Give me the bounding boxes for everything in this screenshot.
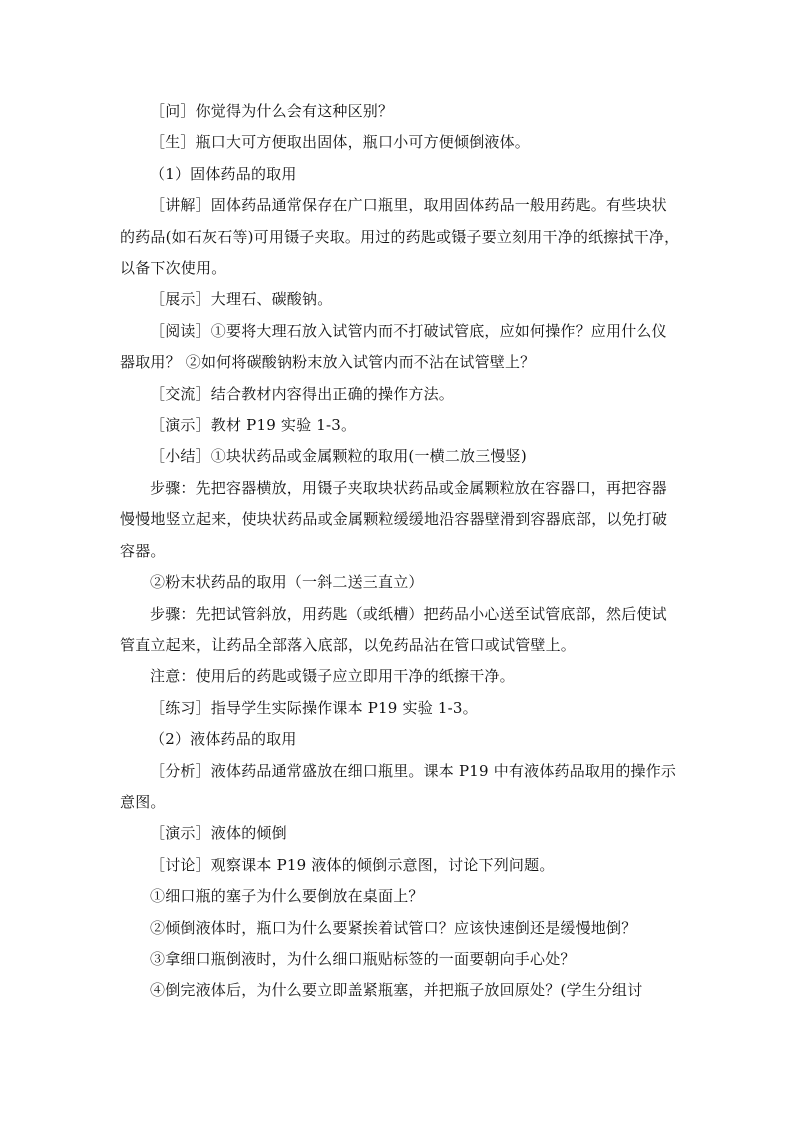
question-item-3: ③拿细口瓶倒液时，为什么细口瓶贴标签的一面要朝向手心处？	[150, 949, 576, 968]
paragraph-steps-powder: 步骤：先把试管斜放，用药匙（或纸槽）把药品小心送至试管底部，然后使试管直立起来，让药品全部落入底部，以免药品沾在管口或试管壁上。	[120, 604, 667, 654]
paragraph-question: ［问］你觉得为什么会有这种区别？	[150, 102, 394, 120]
paragraph-demonstration: ［演示］教材 P19 实验 1-3。	[150, 416, 357, 435]
heading-powder-reagents: ②粉末状药品的取用（一斜二送三直立）	[150, 573, 424, 592]
paragraph-student-answer: ［生］瓶口大可方便取出固体，瓶口小可方便倾倒液体。	[150, 133, 531, 152]
document-body	[120, 96, 680, 1007]
heading-liquid-reagents: （2）液体药品的取用	[150, 730, 297, 749]
paragraph-display: ［展示］大理石、碳酸钠。	[150, 290, 333, 309]
paragraph-demo-pouring: ［演示］液体的倾倒	[150, 824, 287, 843]
paragraph-explanation: ［讲解］固体药品通常保存在广口瓶里，取用固体药品一般用药匙。有些块状的药品(如石灰石等)可用镊子夹取。用过的药匙或镊子要立刻用干净的纸擦拭干净，以备下次使用。	[120, 196, 680, 278]
paragraph-discussion: ［讨论］观察课本 P19 液体的倾倒示意图，讨论下列问题。	[150, 855, 555, 874]
paragraph-exchange: ［交流］结合教材内容得出正确的操作方法。	[150, 384, 455, 403]
paragraph-practice: ［练习］指导学生实际操作课本 P19 实验 1-3。	[150, 698, 478, 717]
question-item-1: ①细口瓶的塞子为什么要倒放在桌面上？	[150, 887, 424, 906]
question-item-4: ④倒完液体后，为什么要立即盖紧瓶塞，并把瓶子放回原处？(学生分组讨	[150, 981, 643, 1000]
heading-solid-reagents: （1）固体药品的取用	[150, 164, 297, 183]
paragraph-note: 注意：使用后的药匙或镊子应立即用干净的纸擦干净。	[150, 667, 515, 686]
question-item-2: ②倾倒液体时，瓶口为什么要紧挨着试管口？应该快速倒还是缓慢地倒？	[150, 918, 637, 937]
paragraph-reading: ［阅读］①要将大理石放入试管内而不打破试管底，应如何操作？应用什么仪器取用？ ②如何将碳酸钠粉末放入试管内而不沾在试管壁上？	[120, 321, 667, 372]
paragraph-summary: ［小结］①块状药品或金属颗粒的取用(一横二放三慢竖)	[150, 447, 527, 466]
paragraph-steps-block: 步骤：先把容器横放，用镊子夹取块状药品或金属颗粒放在容器口，再把容器慢慢地竖立起来，使块状药品或金属颗粒缓缓地沿容器壁滑到容器底部，以免打破容器。	[120, 478, 668, 560]
paragraph-analysis: ［分析］液体药品通常盛放在细口瓶里。课本 P19 中有液体药品取用的操作示意图。	[120, 761, 677, 811]
